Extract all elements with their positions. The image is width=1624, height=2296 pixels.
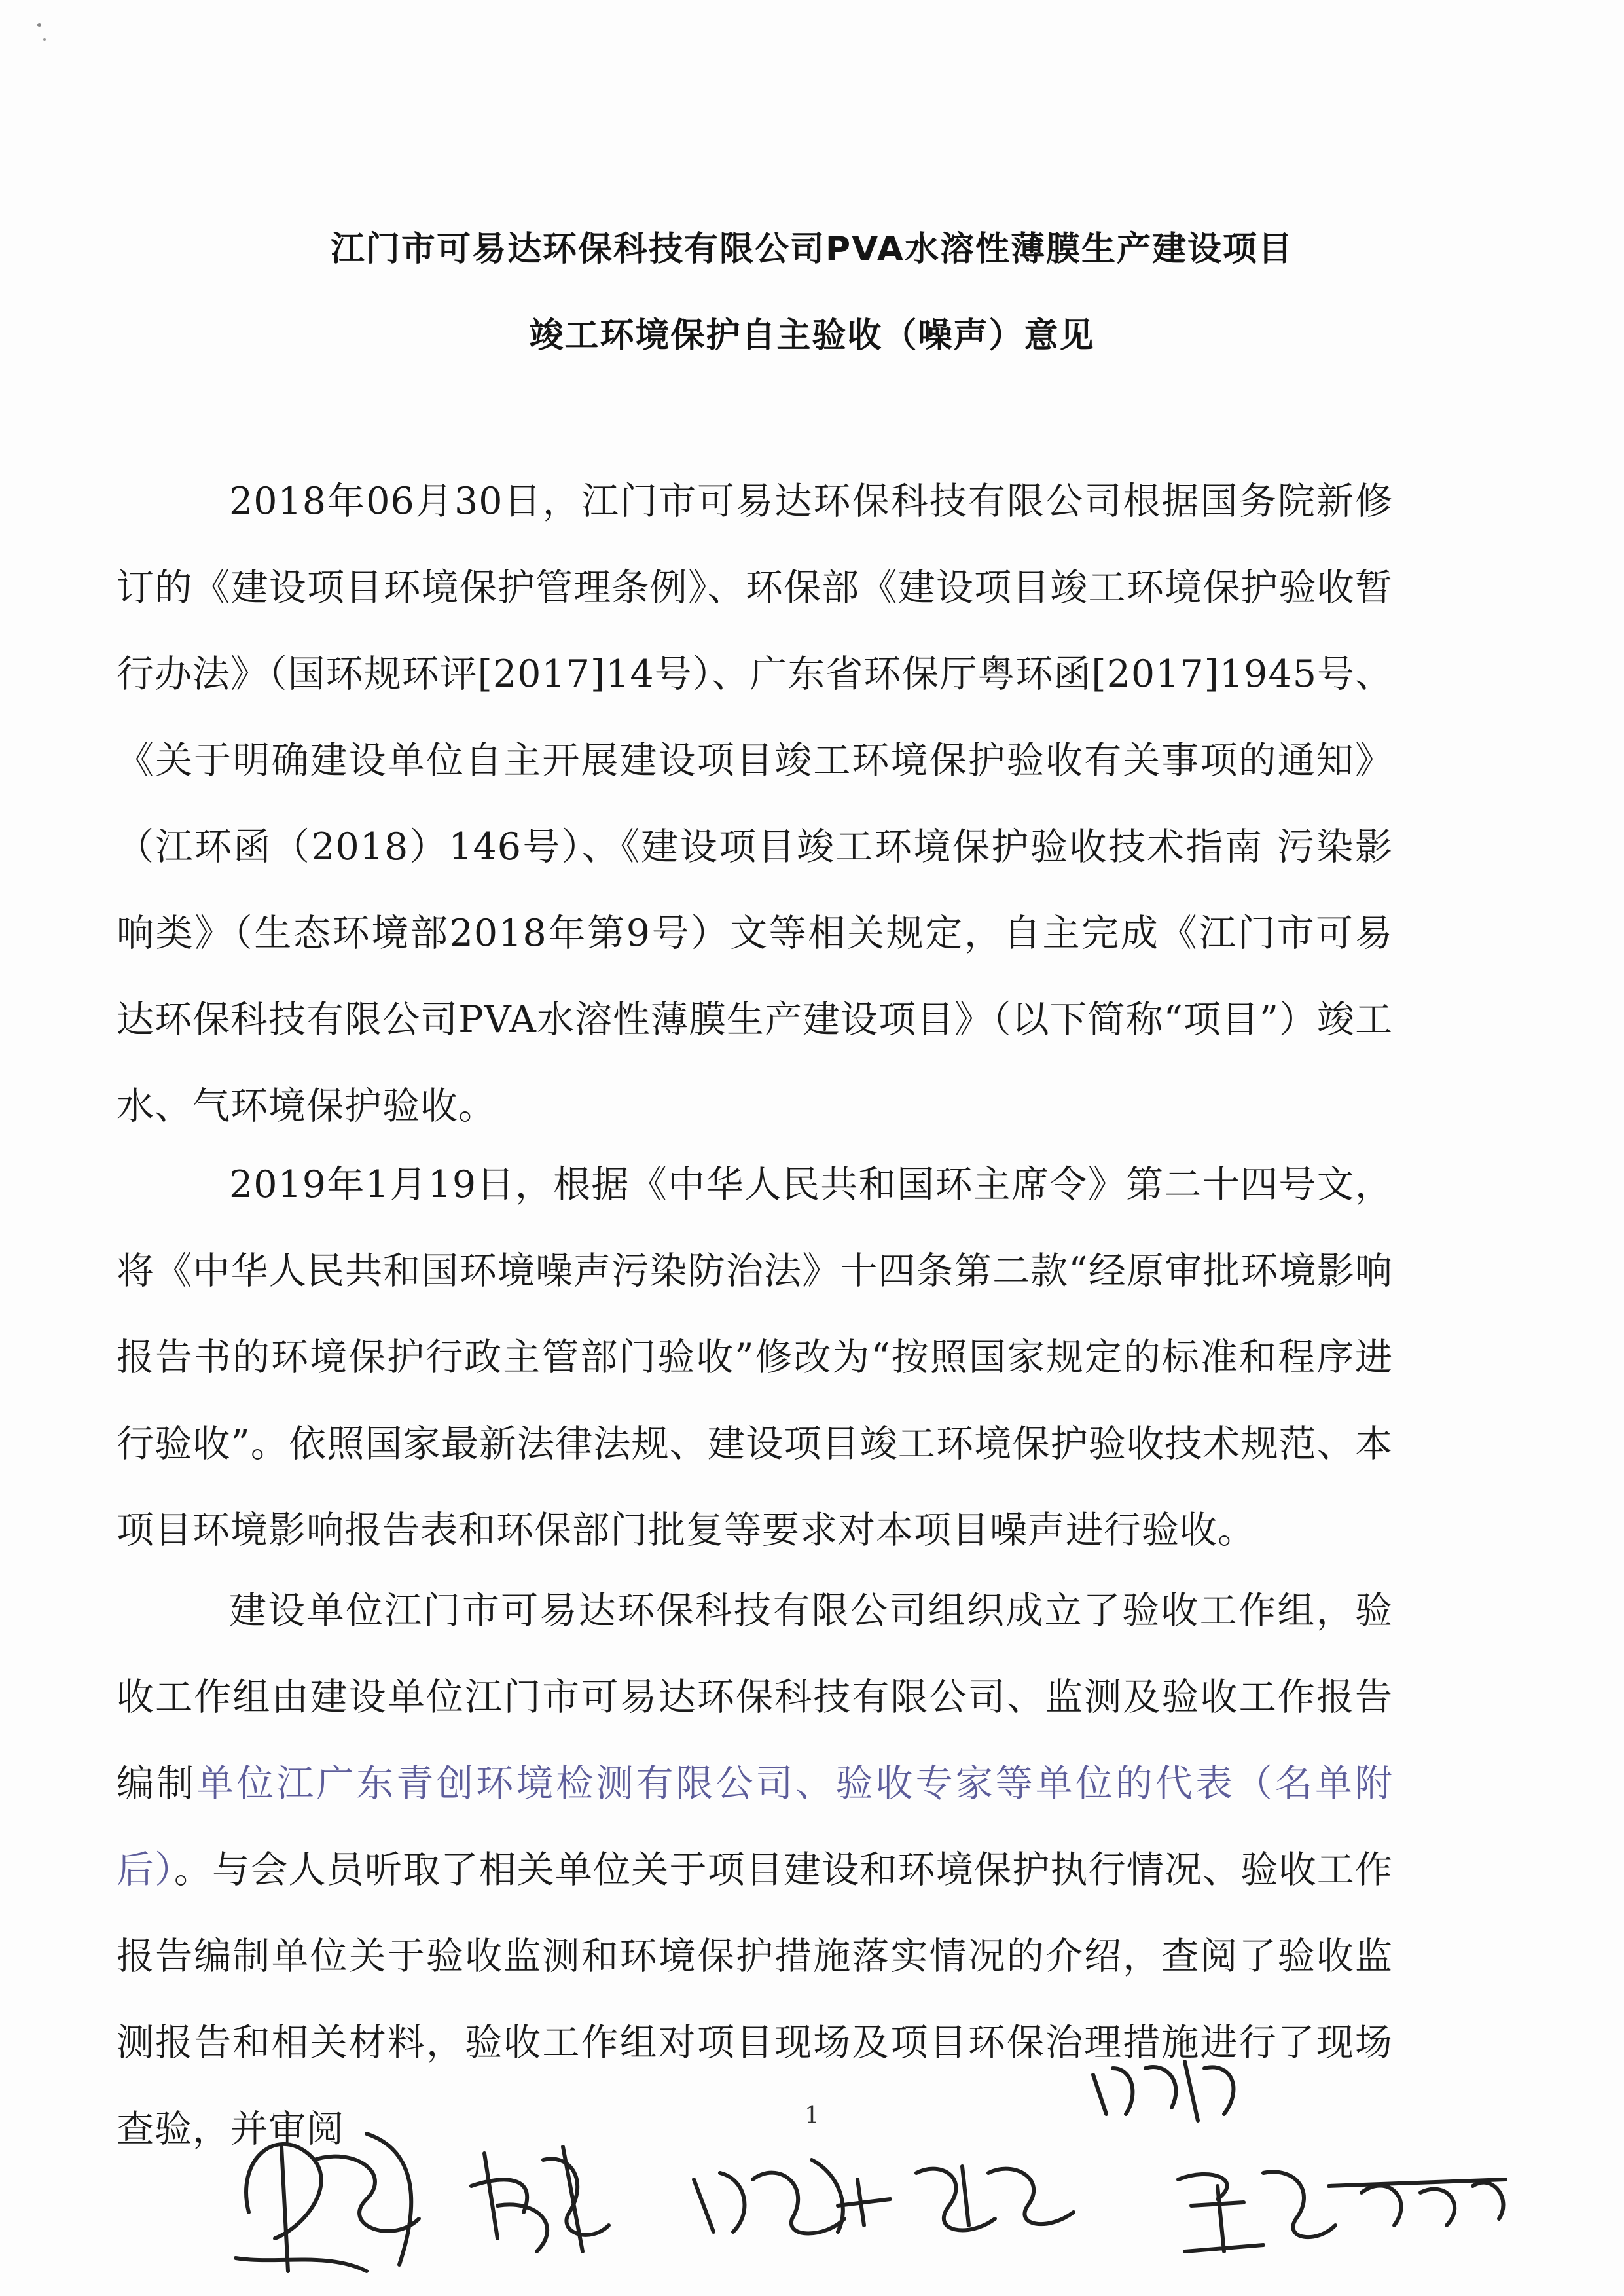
page-number: 1 bbox=[804, 2102, 820, 2129]
paragraph-1: 2018年06月30日，江门市可易达环保科技有限公司根据国务院新修订的《建设项目环境保护管理条例》、环保部《建设项目竣工环境保护验收暂行办法》（国环规环评[2017]14号）、广东省环保厅粤环函[2017]1945号、《关于明确建设单位自主开展建设项目竣工环境保护验收有关事项的通知》（江环函（2018）146号）、《建设项目竣工环境保护验收技术指南 污染影响类》（生态环境部2018年第9号）文等相关规定，自主完成《江门市可易达环保科技有限公司PVA水溶性薄膜生产建设项目》（以下简称“项目”）竣工水、气环境保护验收。 bbox=[117, 480, 1393, 1128]
signature-4 bbox=[916, 2166, 1074, 2230]
signature-6 bbox=[1178, 2172, 1335, 2251]
document-title-line-1: 江门市可易达环保科技有限公司PVA水溶性薄膜生产建设项目 bbox=[330, 230, 1294, 269]
paragraph-2: 2019年1月19日，根据《中华人民共和国环主席令》第二十四号文，将《中华人民共和国环境噪声污染防治法》十四条第二款“经原审批环境影响报告书的环境保护行政主管部门验收”修改为“按照国家规定的标准和程序进行验收”。依照国家最新法律法规、建设项目竣工环境保护验收技术规范、本项目环境影响报告表和环保部门批复等要求对本项目噪声进行验收。 bbox=[117, 1163, 1393, 1552]
signature-7 bbox=[1329, 2179, 1506, 2225]
paragraph-3-part-b: 单位江广东青创环境检测有限公司、验收专家等单位的代表（名单附后） bbox=[117, 1762, 1394, 1892]
scan-speck-marks bbox=[26, 13, 79, 52]
paragraph-3-part-c: 。与会人员听取了相关单位关于项目建设和环境保护执行情况、验收工作报告编制单位关于验收监测和环境保护措施落实情况的介绍，查阅了验收监测报告和相关材料，验收工作组对项目现场及项目环保治理措施进行了现场查验，并审阅 bbox=[117, 1848, 1394, 2151]
document-title-line-2: 竣工环境保护自主验收（噪声）意见 bbox=[529, 316, 1095, 355]
paragraph-3 bbox=[117, 1568, 1393, 2172]
paragraph-3-part-a: 建设单位江门市可易达环保科技有限公司组织成立了验收工作组，验收工作组由建设单位江门市可易达环保科技有限公司、监测及验收工作报告编制 bbox=[117, 1589, 1393, 1805]
